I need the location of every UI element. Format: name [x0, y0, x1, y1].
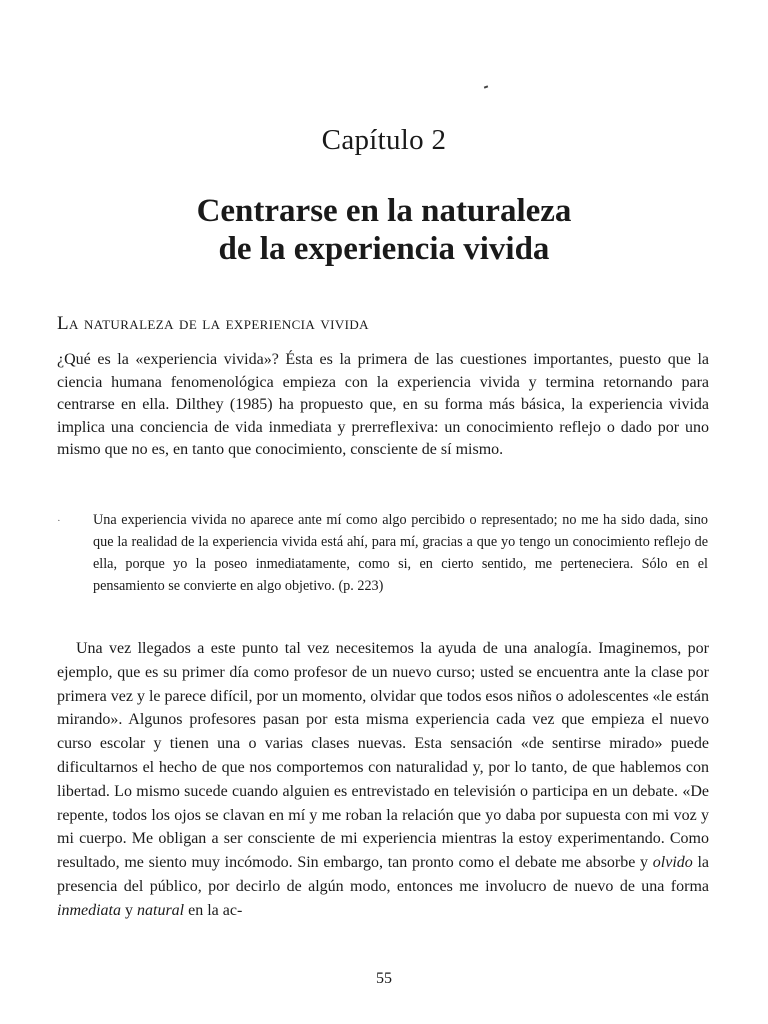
- chapter-title: [0, 192, 768, 268]
- chapter-label: Capítulo 2: [321, 124, 447, 156]
- main-paragraph: [57, 637, 709, 923]
- block-quote: Una experiencia vivida no aparece ante mí como algo percibido o representado; no me ha sido dada, sino que la realidad de la experiencia vivida está ahí, para mí, gracias a que yo tengo un conocimiento reflejo de ella, porque yo la poseo inmediatamente, como si, en cierto sentido, me perteneciera. Sólo en el pensamiento se convierte en algo objetivo. (p. 223): [93, 512, 708, 594]
- main-paragraph-text-4: en la ac-: [184, 901, 243, 919]
- main-paragraph-text-2: la presencia del público, por decirlo de algún modo, entonces me involucro de nuevo de una forma: [57, 854, 710, 895]
- emphasis-natural: natural: [137, 901, 185, 919]
- main-paragraph-text-3: y: [121, 901, 137, 919]
- emphasis-olvido: olvido: [652, 854, 693, 872]
- main-paragraph-text-1: Una vez llegados a este punto tal vez necesitemos la ayuda de una analogía. Imaginemos, por ejemplo, que es su primer día como profesor de un nuevo curso; usted se encuentra ante la clase por primera vez y le parece difícil, por un momento, olvidar que todos esos niños o adolescentes «le están mirando». Algunos profesores pasan por esta misma experiencia cada vez que empieza el nuevo curso escolar y tienen una o varias clases nuevas. Esta sensación «de sentirse mirado» puede dificultarnos el hecho de que nos comportemos con naturalidad y, por lo tanto, de que hablemos con libertad. Lo mismo sucede cuando alguien es entrevistado en televisión o participa en un debate. «De repente, todos los ojos se clavan en mí y me roban la relación que yo daba por supuesta con mi voz y mi cuerpo. Me obligan a ser consciente de mi experiencia mientras la estoy experimentando. Como resultado, me siento muy incómodo. Sin embargo, tan pronto como el debate me absorbe y: [57, 640, 709, 872]
- section-heading: La naturaleza de la experiencia vivida: [57, 313, 369, 334]
- quote-marker: ·: [57, 515, 61, 527]
- chapter-title-line-2: de la experiencia vivida: [218, 231, 550, 267]
- page-number: 55: [376, 970, 392, 987]
- chapter-title-line-1: Centrarse en la naturaleza: [196, 193, 572, 229]
- emphasis-inmediata: inmediata: [57, 901, 121, 919]
- stray-ink-mark: [484, 85, 488, 88]
- intro-paragraph: ¿Qué es la «experiencia vivida»? Ésta es la primera de las cuestiones importantes, puesto que la ciencia humana fenomenológica empieza con la experiencia vivida y termina retornando para centrarse en ella. Dilthey (1985) ha propuesto que, en su forma más básica, la experiencia vivida implica una conciencia de vida inmediata y prerreflexiva: un conocimiento reflejo o dado por uno mismo que no es, en tanto que conocimiento, consciente de sí mismo.: [57, 351, 709, 458]
